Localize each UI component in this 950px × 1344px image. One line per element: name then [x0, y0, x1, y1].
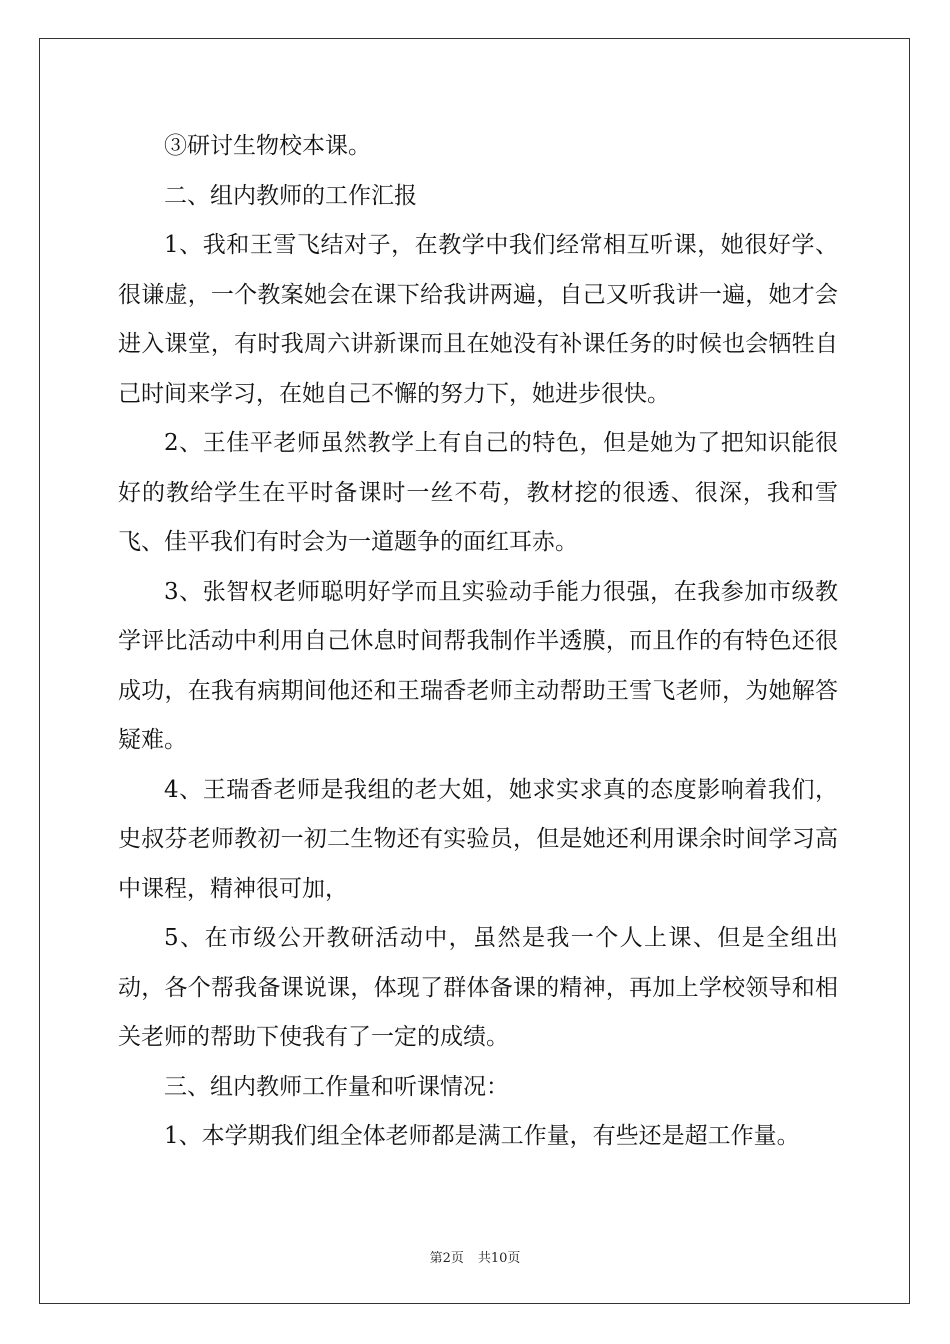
page-number: 第2页 [429, 1251, 464, 1266]
paragraph: 2、王佳平老师虽然教学上有自己的特色，但是她为了把知识能很好的教给学生在平时备课时一丝不苟，教材挖的很透、很深，我和雪飞、佳平我们有时会为一道题争的面红耳赤。 [118, 430, 838, 555]
paragraph: 4、王瑞香老师是我组的老大姐，她求实求真的态度影响着我们，史叔芬老师教初一初二生物还有实验员，但是她还利用课余时间学习高中课程，精神很可加， [118, 776, 838, 902]
paragraph: 5、在市级公开教研活动中，虽然是我一个人上课、但是全组出动，各个帮我备课说课，体现了群体备课的精神，再加上学校领导和相关老师的帮助下使我有了一定的成绩。 [118, 925, 838, 1050]
paragraph: 1、我和王雪飞结对子，在教学中我们经常相互听课，她很好学、很谦虚，一个教案她会在课下给我讲两遍，自己又听我讲一遍，她才会进入课堂，有时我周六讲新课而且在她没有补课任务的时候也会牺牲自己时间来学习，在她自己不懈的努力下，她进步很快。 [118, 232, 838, 407]
page-footer [0, 1247, 950, 1266]
document-body [118, 122, 838, 1162]
section-heading: 二、组内教师的工作汇报 [164, 182, 417, 209]
paragraph: ③研讨生物校本课。 [164, 133, 371, 159]
paragraph: 1、本学期我们组全体老师都是满工作量，有些还是超工作量。 [164, 1123, 800, 1149]
paragraph: 3、张智权老师聪明好学而且实验动手能力很强，在我参加市级教学评比活动中利用自己休息时间帮我制作半透膜，而且作的有特色还很成功，在我有病期间他还和王瑞香老师主动帮助王雪飞老师，为她解答疑难。 [118, 578, 838, 753]
page-total: 共10页 [477, 1251, 521, 1266]
section-heading: 三、组内教师工作量和听课情况： [164, 1073, 509, 1100]
